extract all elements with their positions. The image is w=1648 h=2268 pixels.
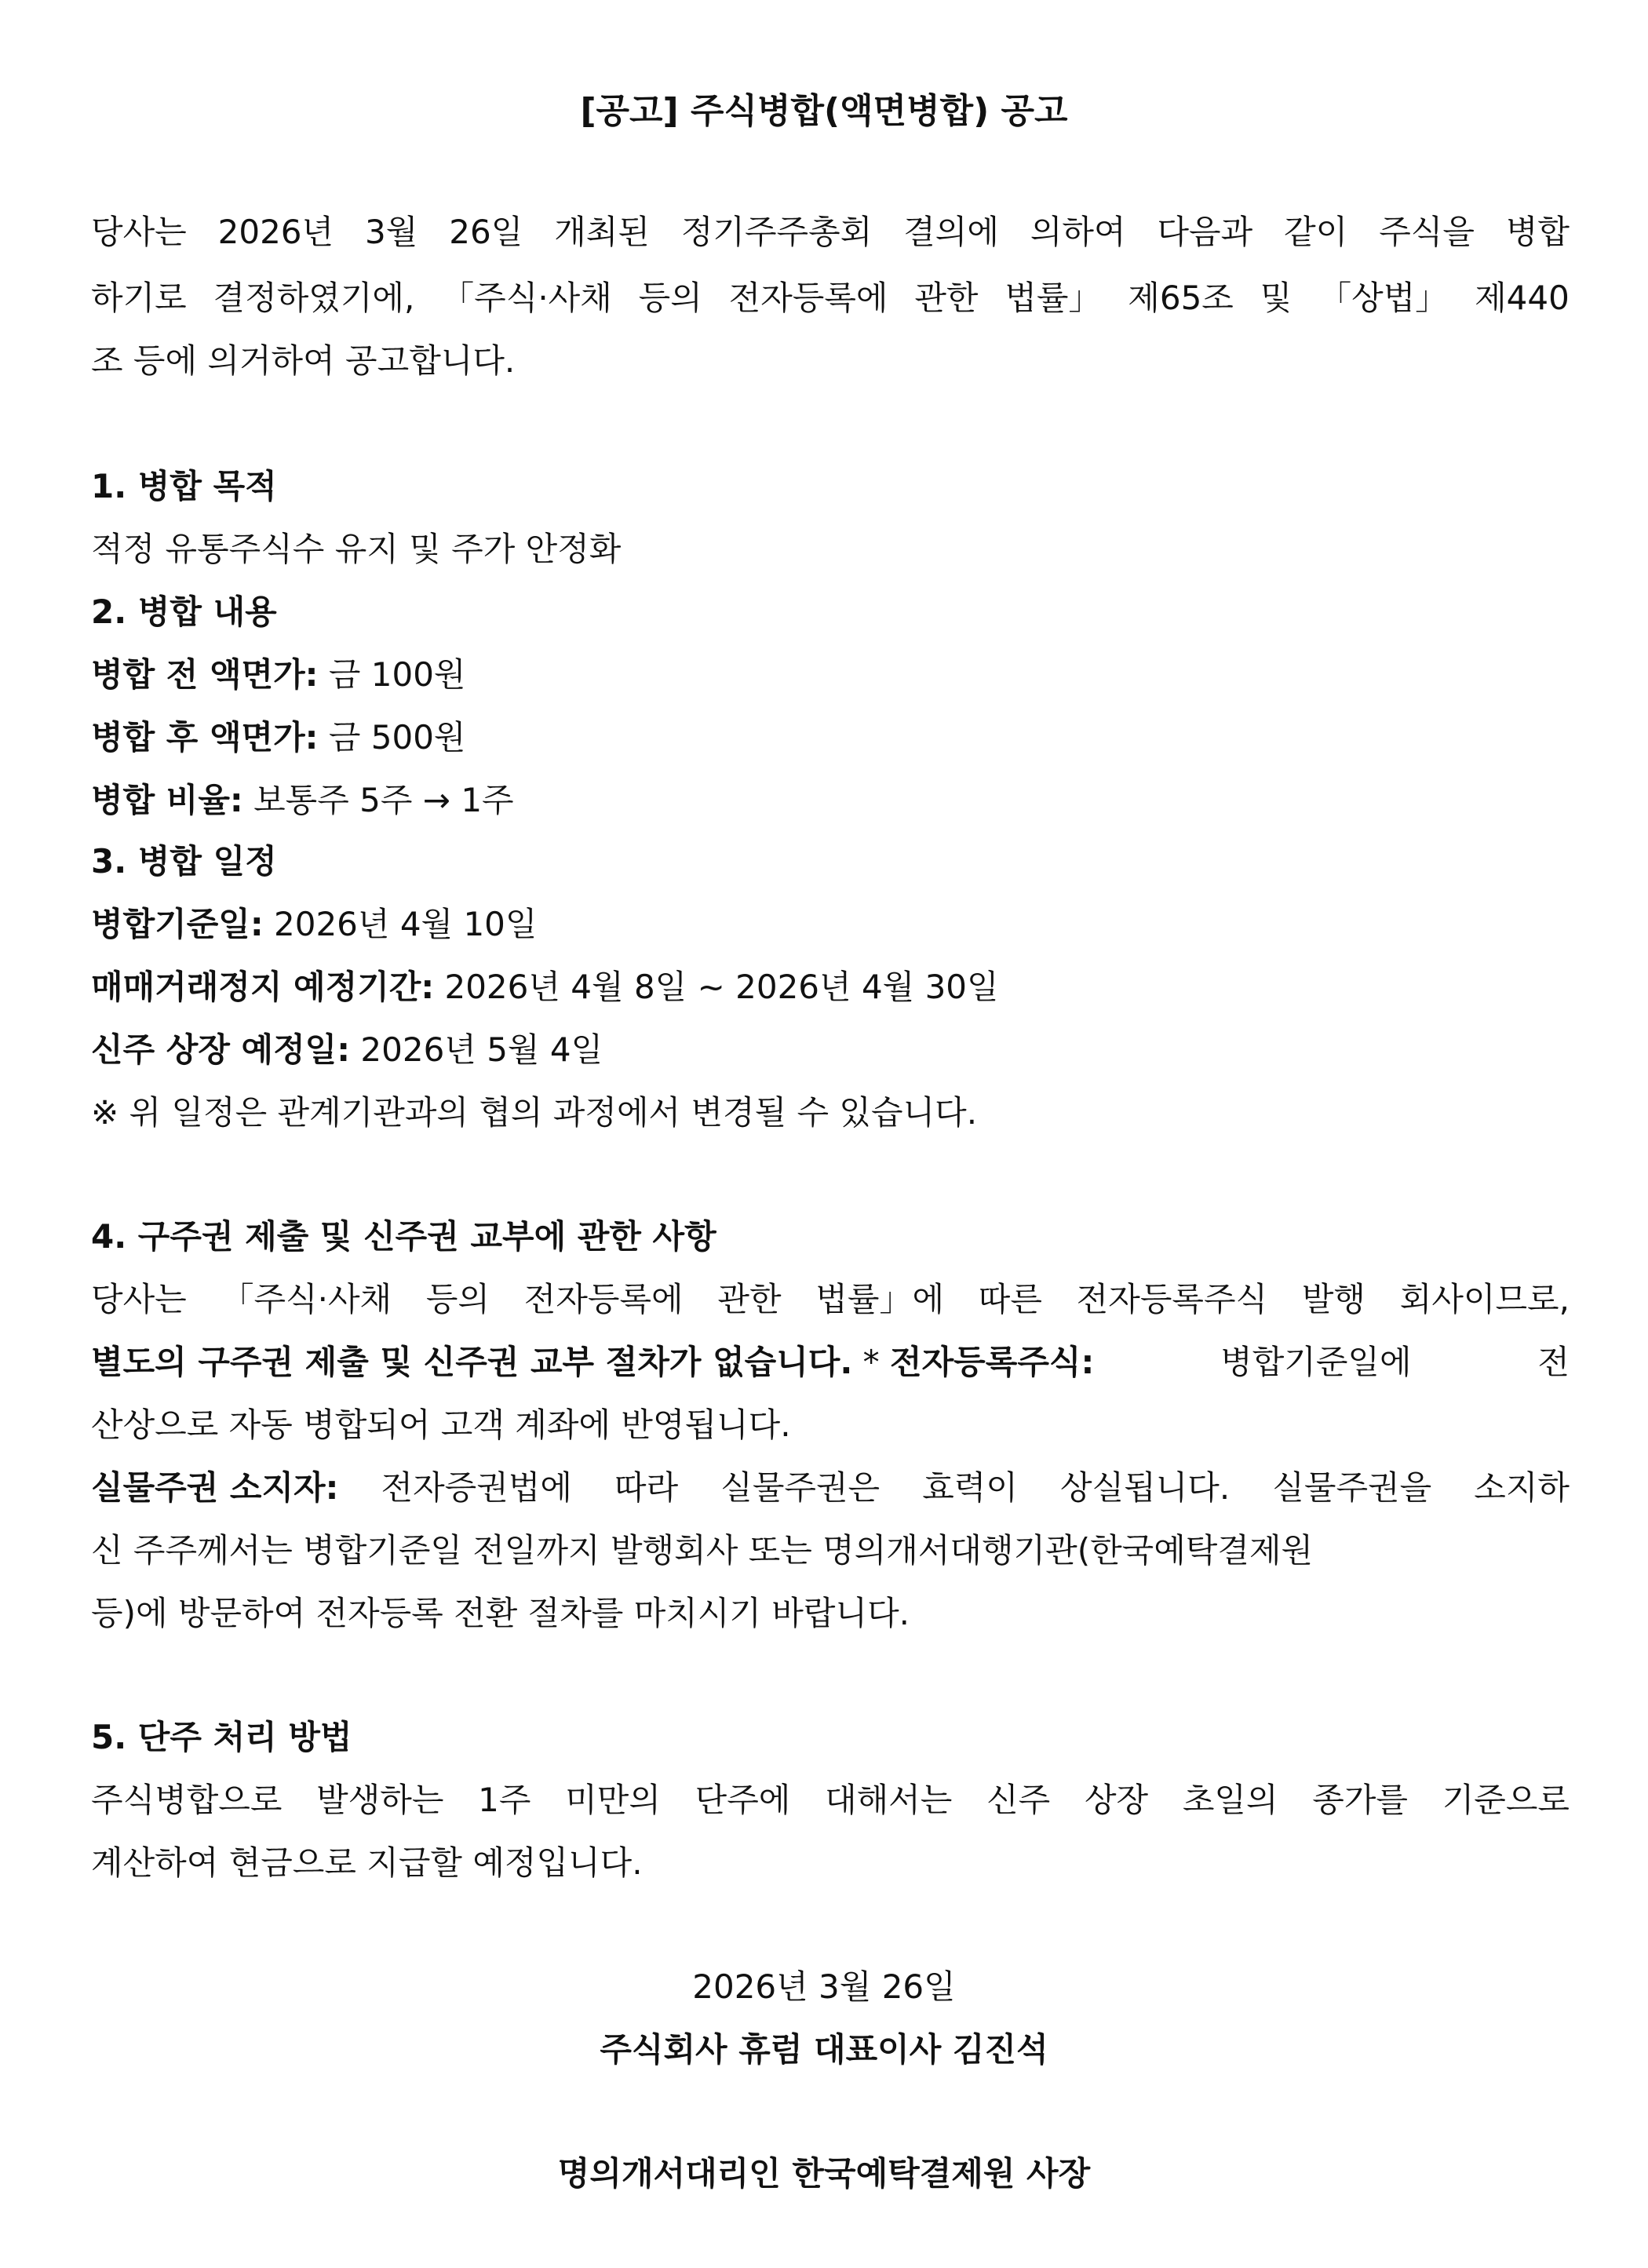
section-4-line-1-word-8: 전자등록주식 <box>1076 1280 1268 1318</box>
intro-line-2-word-2: 결정하였기에, <box>213 279 415 317</box>
section-5-line-1-word-3: 1주 <box>478 1781 531 1819</box>
intro-line-1-word-9: 다음과 <box>1157 213 1253 251</box>
company-signature: 주식회사 휴럼 대표이사 김진석 <box>600 2030 1048 2069</box>
section-4-line-6: 등)에 방문하여 전자등록 전환 절차를 마치시기 바랍니다. <box>91 1594 910 1632</box>
intro-line-1-word-7: 결의에 <box>903 213 999 251</box>
intro-line-1-word-2: 2026년 <box>217 213 334 251</box>
schedule-note: ※ 위 일정은 관계기관과의 협의 과정에서 변경될 수 있습니다. <box>91 1093 978 1132</box>
section-4-line-1-word-4: 전자등록에 <box>523 1280 684 1318</box>
intro-line-2-word-4: 등의 <box>638 279 702 317</box>
announcement-date: 2026년 3월 26일 <box>692 1967 956 2006</box>
par-value-before <box>91 651 1570 698</box>
section-4-line-4-word-3: 실물주권은 <box>720 1468 881 1507</box>
new-listing-date-value: 2026년 5월 4일 <box>350 1030 603 1069</box>
section-4-line-4-word-4: 효력이 <box>922 1468 1018 1507</box>
section-5-line-1-word-5: 단주에 <box>695 1781 791 1819</box>
section-3-heading: 3. 병합 일정 <box>91 842 277 881</box>
intro-line-1-word-1: 당사는 <box>91 213 187 251</box>
section-2-heading: 2. 병합 내용 <box>91 593 277 631</box>
intro-line-2-word-11: 제440 <box>1475 279 1570 317</box>
intro-line-2-word-3: 「주식·사채 <box>441 279 612 317</box>
merge-ratio <box>91 777 1570 824</box>
electronic-shares-label: 전자등록주식: <box>890 1343 1095 1381</box>
merge-base-date <box>91 901 1570 948</box>
intro-line-1-word-6: 정기주주총회 <box>680 213 873 251</box>
intro-line-2-word-8: 제65조 <box>1128 279 1234 317</box>
intro-line-3: 조 등에 의거하여 공고합니다. <box>91 341 516 380</box>
merge-base-date-value: 2026년 4월 10일 <box>263 905 538 943</box>
par-value-after-value: 금 500원 <box>318 718 466 757</box>
section-4-line-1-word-9: 발행 <box>1301 1280 1366 1318</box>
section-5-line-1-word-8: 상장 <box>1084 1781 1149 1819</box>
section-4-line-1-word-3: 등의 <box>425 1280 490 1318</box>
section-4-heading: 4. 구주권 제출 및 신주권 교부에 관한 사항 <box>91 1217 716 1256</box>
section-4-line-1-word-1: 당사는 <box>91 1280 187 1318</box>
asterisk: * <box>852 1343 891 1381</box>
section-4-line-3: 산상으로 자동 병합되어 고객 계좌에 반영됩니다. <box>91 1406 791 1444</box>
physical-holders-label: 실물주권 소지자: <box>91 1468 339 1507</box>
section-5-line-1-word-7: 신주 <box>986 1781 1051 1819</box>
intro-line-2 <box>91 275 1570 322</box>
section-5-line-1-word-6: 대해서는 <box>825 1781 953 1819</box>
section-4-line-1 <box>91 1276 1570 1323</box>
notice-title: [공고] 주식병합(액면병합) 공고 <box>580 91 1068 131</box>
intro-line-1-word-8: 의하여 <box>1030 213 1126 251</box>
intro-line-1 <box>91 209 1570 256</box>
intro-line-2-word-5: 전자등록에 <box>728 279 888 317</box>
new-listing-date <box>91 1026 1570 1074</box>
merge-ratio-label: 병합 비율: <box>91 781 243 819</box>
intro-line-1-word-10: 같이 <box>1284 213 1348 251</box>
section-4-line-2 <box>91 1339 1570 1386</box>
section-4-line-4-word-5: 상실됩니다. <box>1060 1468 1231 1507</box>
section-5-line-1-word-4: 미만의 <box>565 1781 661 1819</box>
section-4-line-1-word-5: 관한 <box>717 1280 782 1318</box>
trading-halt-period-value: 2026년 4월 8일 ~ 2026년 4월 30일 <box>434 968 999 1006</box>
intro-line-2-word-1: 하기로 <box>91 279 187 317</box>
merge-ratio-value: 보통주 5주 → 1주 <box>242 781 514 819</box>
section-5-line-1-word-10: 종가를 <box>1312 1781 1408 1819</box>
section-4-line-5: 신 주주께서는 병합기준일 전일까지 발행회사 또는 명의개서대행기관(한국예탁결제원 <box>91 1531 1314 1570</box>
par-value-before-label: 병합 전 액면가: <box>91 655 319 694</box>
new-listing-date-label: 신주 상장 예정일: <box>91 1030 351 1069</box>
section-1-heading: 1. 병합 목적 <box>91 467 277 505</box>
section-4-line-2-word-2: 전 <box>1537 1343 1570 1381</box>
intro-line-2-word-7: 법률」 <box>1004 279 1102 317</box>
section-4-line-2-word-1: 병합기준일에 <box>1220 1343 1412 1381</box>
section-4-line-1-word-10: 회사이므로, <box>1399 1280 1570 1318</box>
section-5-line-1-word-11: 기준으로 <box>1442 1781 1570 1819</box>
section-1-text: 적정 유통주식수 유지 및 주가 안정화 <box>91 530 622 568</box>
intro-line-1-word-3: 3월 <box>365 213 418 251</box>
section-5-line-2: 계산하여 현금으로 지급할 예정입니다. <box>91 1843 643 1882</box>
intro-line-2-word-9: 및 <box>1260 279 1293 317</box>
section-5-line-1 <box>91 1777 1570 1824</box>
merge-base-date-label: 병합기준일: <box>91 905 264 943</box>
par-value-after-label: 병합 후 액면가: <box>91 718 319 757</box>
intro-line-1-word-11: 주식을 <box>1379 213 1475 251</box>
intro-line-2-word-6: 관한 <box>914 279 979 317</box>
section-4-line-2-lead <box>91 1339 1094 1386</box>
par-value-before-value: 금 100원 <box>318 655 466 694</box>
intro-line-2-word-10: 「상법」 <box>1318 279 1449 317</box>
section-4-line-4-word-2: 따라 <box>614 1468 679 1507</box>
section-4-line-1-word-2: 「주식·사채 <box>221 1280 392 1318</box>
intro-line-1-word-12: 병합 <box>1505 213 1570 251</box>
section-4-line-4-word-6: 실물주권을 <box>1272 1468 1432 1507</box>
transfer-agent: 명의개서대리인 한국예탁결제원 사장 <box>557 2154 1091 2193</box>
intro-line-1-word-4: 26일 <box>449 213 523 251</box>
section-4-line-1-word-6: 법률」에 <box>815 1280 945 1318</box>
section-4-line-4 <box>91 1464 1570 1511</box>
section-4-line-4-word-1: 전자증권법에 <box>381 1468 572 1507</box>
section-4-line-4-word-7: 소지하 <box>1474 1468 1570 1507</box>
section-5-line-1-word-9: 초일의 <box>1182 1781 1278 1819</box>
par-value-after <box>91 714 1570 761</box>
section-5-heading: 5. 단주 처리 방법 <box>91 1718 352 1756</box>
intro-line-1-word-5: 개최된 <box>554 213 650 251</box>
section-5-line-1-word-1: 주식병합으로 <box>91 1781 283 1819</box>
no-submission-notice: 별도의 구주권 제출 및 신주권 교부 절차가 없습니다. <box>91 1343 853 1381</box>
section-5-line-1-word-2: 발생하는 <box>316 1781 444 1819</box>
trading-halt-period <box>91 964 1570 1011</box>
section-4-line-1-word-7: 따른 <box>978 1280 1042 1318</box>
trading-halt-period-label: 매매거래정지 예정기간: <box>91 968 435 1006</box>
